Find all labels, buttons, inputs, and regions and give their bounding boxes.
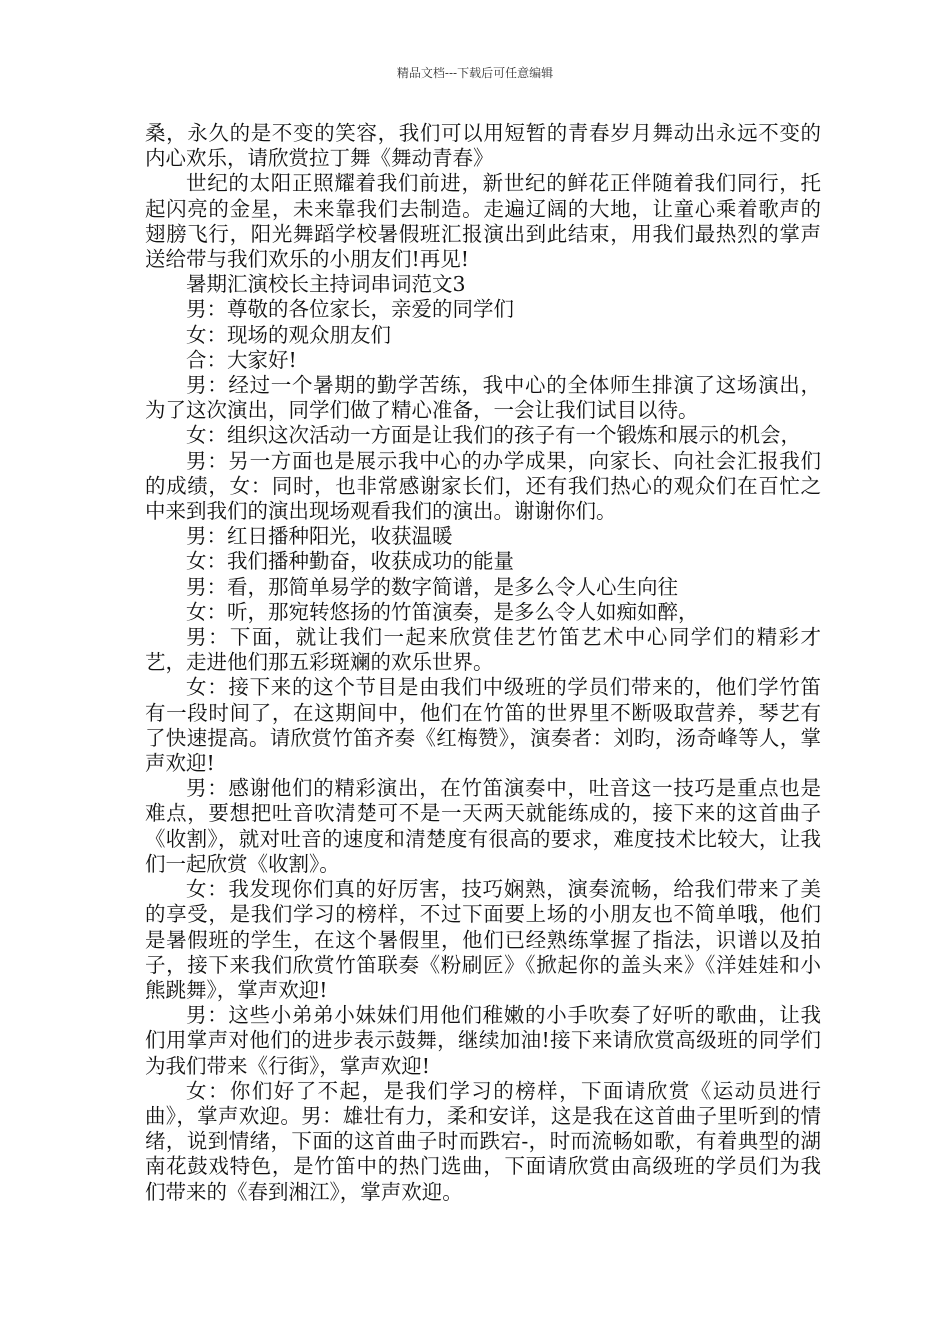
paragraph: 男：另一方面也是展示我中心的办学成果，向家长、向社会汇报我们的成绩，女：同时，也非常感谢家长们，还有我们热心的观众们在百忙之中来到我们的演出现场观看我们的演出。谢谢你们。 xyxy=(145,448,821,524)
paragraph: 女：你们好了不起，是我们学习的榜样，下面请欣赏《运动员进行曲》，掌声欢迎。男：雄壮有力，柔和安详，这是我在这首曲子里听到的情绪，说到情绪，下面的这首曲子时而跌宕-，时而流畅如歌，有着典型的湖南花鼓戏特色，是竹笛中的热门选曲，下面请欣赏由高级班的学员们为我们带来的《春到湘江》，掌声欢迎。 xyxy=(145,1078,821,1204)
paragraph: 女：接下来的这个节目是由我们中级班的学员们带来的，他们学竹笛有一段时间了，在这期间中，他们在竹笛的世界里不断吸取营养，琴艺有了快速提高。请欣赏竹笛齐奏《红梅赞》，演奏者：刘昀，汤奇峰等人，掌声欢迎! xyxy=(145,675,821,776)
paragraph: 男：经过一个暑期的勤学苦练，我中心的全体师生排演了这场演出，为了这次演出，同学们做了精心准备，一会让我们试目以待。 xyxy=(145,373,821,423)
document-body xyxy=(145,121,821,1205)
paragraph: 男：下面，就让我们一起来欣赏佳艺竹笛艺术中心同学们的精彩才艺，走进他们那五彩斑斓的欢乐世界。 xyxy=(145,625,821,675)
paragraph: 女：我们播种勤奋，收获成功的能量 xyxy=(186,549,514,574)
paragraph: 男：看，那简单易学的数字简谱，是多么令人心生向往 xyxy=(186,574,678,599)
paragraph: 男：尊敬的各位家长，亲爱的同学们 xyxy=(186,297,514,322)
paragraph: 男：红日播种阳光，收获温暖 xyxy=(186,524,453,549)
page-header: 精品文档---下载后可任意编辑 xyxy=(396,66,554,80)
paragraph: 女：我发现你们真的好厉害，技巧娴熟，演奏流畅，给我们带来了美的享受，是我们学习的榜样，不过下面要上场的小朋友也不简单哦，他们是暑假班的学生，在这个暑假里，他们已经熟练掌握了指法，识谱以及拍子，接下来我们欣赏竹笛联奏《粉刷匠》《掀起你的盖头来》《洋娃娃和小熊跳舞》，掌声欢迎! xyxy=(145,877,821,1002)
paragraph: 合：大家好! xyxy=(186,347,297,372)
paragraph: 桑，永久的是不变的笑容，我们可以用短暂的青春岁月舞动出永远不变的内心欢乐，请欣赏拉丁舞《舞动青春》 xyxy=(145,121,821,171)
paragraph: 世纪的太阳正照耀着我们前进，新世纪的鲜花正伴随着我们同行，托起闪亮的金星，未来靠我们去制造。走遍辽阔的大地，让童心乘着歌声的翅膀飞行，阳光舞蹈学校暑假班汇报演出到此结束，用我们最热烈的掌声送给带与我们欢乐的小朋友们!再见! xyxy=(145,171,821,272)
paragraph: 男：感谢他们的精彩演出，在竹笛演奏中，吐音这一技巧是重点也是难点，要想把吐音吹清楚可不是一天两天就能练成的，接下来的这首曲子《收割》，就对吐音的速度和清楚度有很高的要求，难度技术比较大，让我们一起欣赏《收割》。 xyxy=(145,776,821,876)
paragraph: 女：听，那宛转悠扬的竹笛演奏，是多么令人如痴如醉， xyxy=(186,599,699,624)
paragraph: 女：现场的观众朋友们 xyxy=(186,322,391,347)
paragraph: 男：这些小弟弟小妹妹们用他们稚嫩的小手吹奏了好听的歌曲，让我们用掌声对他们的进步表示鼓舞，继续加油!接下来请欣赏高级班的同学们为我们带来《行街》，掌声欢迎! xyxy=(145,1003,821,1078)
paragraph: 女：组织这次活动一方面是让我们的孩子有一个锻炼和展示的机会， xyxy=(186,423,801,448)
section-title: 暑期汇演校长主持词串词范文3 xyxy=(186,272,466,297)
